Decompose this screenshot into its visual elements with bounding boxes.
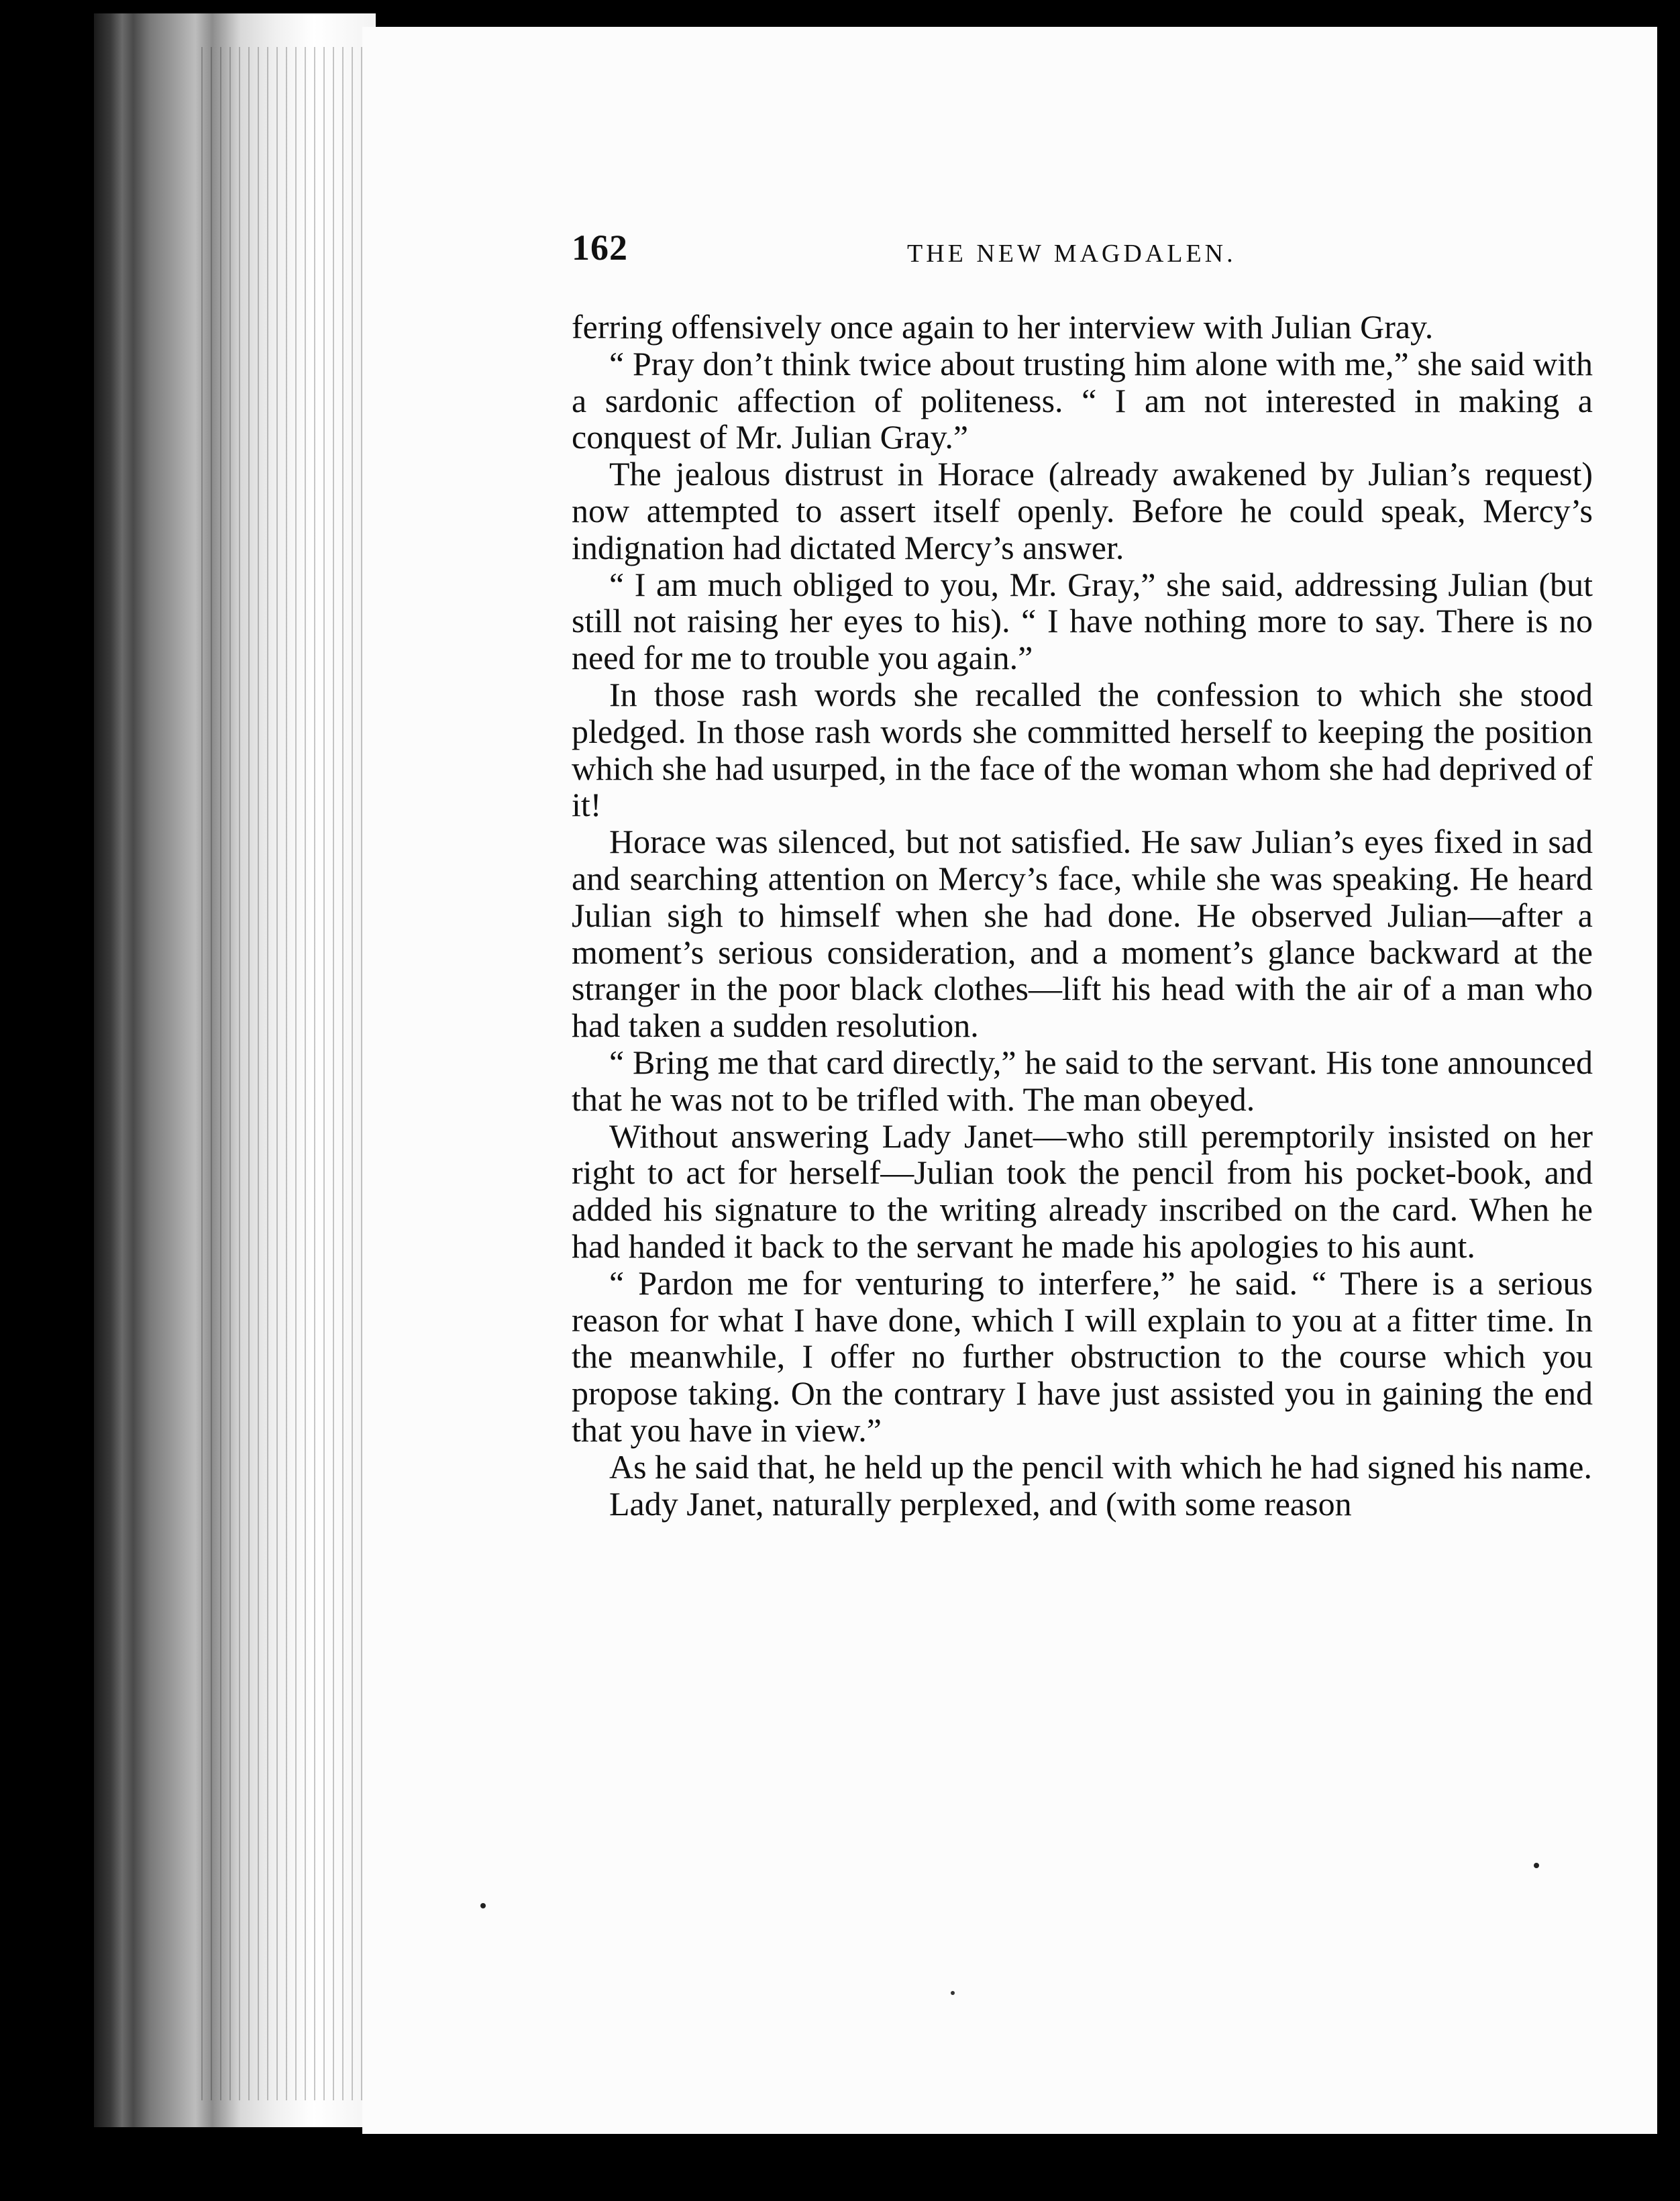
paragraph: Horace was silenced, but not satisfied. He saw Julian’s eyes fixed in sad and searching attention on Mercy’s face, while she was speaking. He heard Julian sigh to himself when she had done. He observed Julian—after a moment’s serious consideration, and a moment’s glance backward at the stranger in the poor black clothes—lift his head with the air of a man who had taken a sudden resolution. — [572, 823, 1593, 1045]
paragraph: Without answering Lady Janet—who still peremptorily insisted on her right to act for herself—Julian took the pencil from his pocket-book, and added his signature to the writing already inscribed on the card. When he had handed it back to the servant he made his apologies to his aunt. — [572, 1117, 1593, 1265]
paragraph: “ I am much obliged to you, Mr. Gray,” she said, addressing Julian (but still not raising her eyes to his). “ I have nothing more to say. There is no need for me to trouble you again.” — [572, 565, 1593, 677]
paragraph: In those rash words she recalled the confession to which she stood pledged. In those rash words she committed herself to keeping the position which she had usurped, in the face of the woman whom she had deprived of it! — [572, 675, 1593, 824]
paragraph: “ Pardon me for venturing to interfere,” he said. “ There is a serious reason for what I have done, which I will explain to you at a fitter time. In the meanwhile, I offer no further obstruction to the course which you propose taking. On the contrary I have just assisted you in gaining the end that you have in view.” — [572, 1264, 1593, 1449]
body-text — [572, 309, 1593, 1522]
paragraph: “ Bring me that card directly,” he said to the servant. His tone announced that he was not to be trifled with. The man obeyed. — [572, 1043, 1593, 1118]
page-edge-lines — [201, 47, 369, 2100]
paragraph: Lady Janet, naturally perplexed, and (with some reason — [609, 1484, 1352, 1523]
page-number: 162 — [572, 227, 628, 268]
paragraph: ferring offensively once again to her interview with Julian Gray. — [572, 308, 1434, 346]
paragraph: As he said that, he held up the pencil with which he had signed his name. — [609, 1447, 1592, 1486]
page-header — [572, 227, 1323, 274]
paragraph: “ Pray don’t think twice about trusting him alone with me,” she said with a sardonic affection of politeness. “ I am not interested in making a conquest of Mr. Julian Gray.” — [572, 344, 1593, 456]
paragraph: The jealous distrust in Horace (already awakened by Julian’s request) now attempted to assert itself openly. Before he could speak, Mercy’s indignation had dictated Mercy’s answer. — [572, 455, 1593, 566]
running-title: THE NEW MAGDALEN. — [907, 240, 1237, 268]
